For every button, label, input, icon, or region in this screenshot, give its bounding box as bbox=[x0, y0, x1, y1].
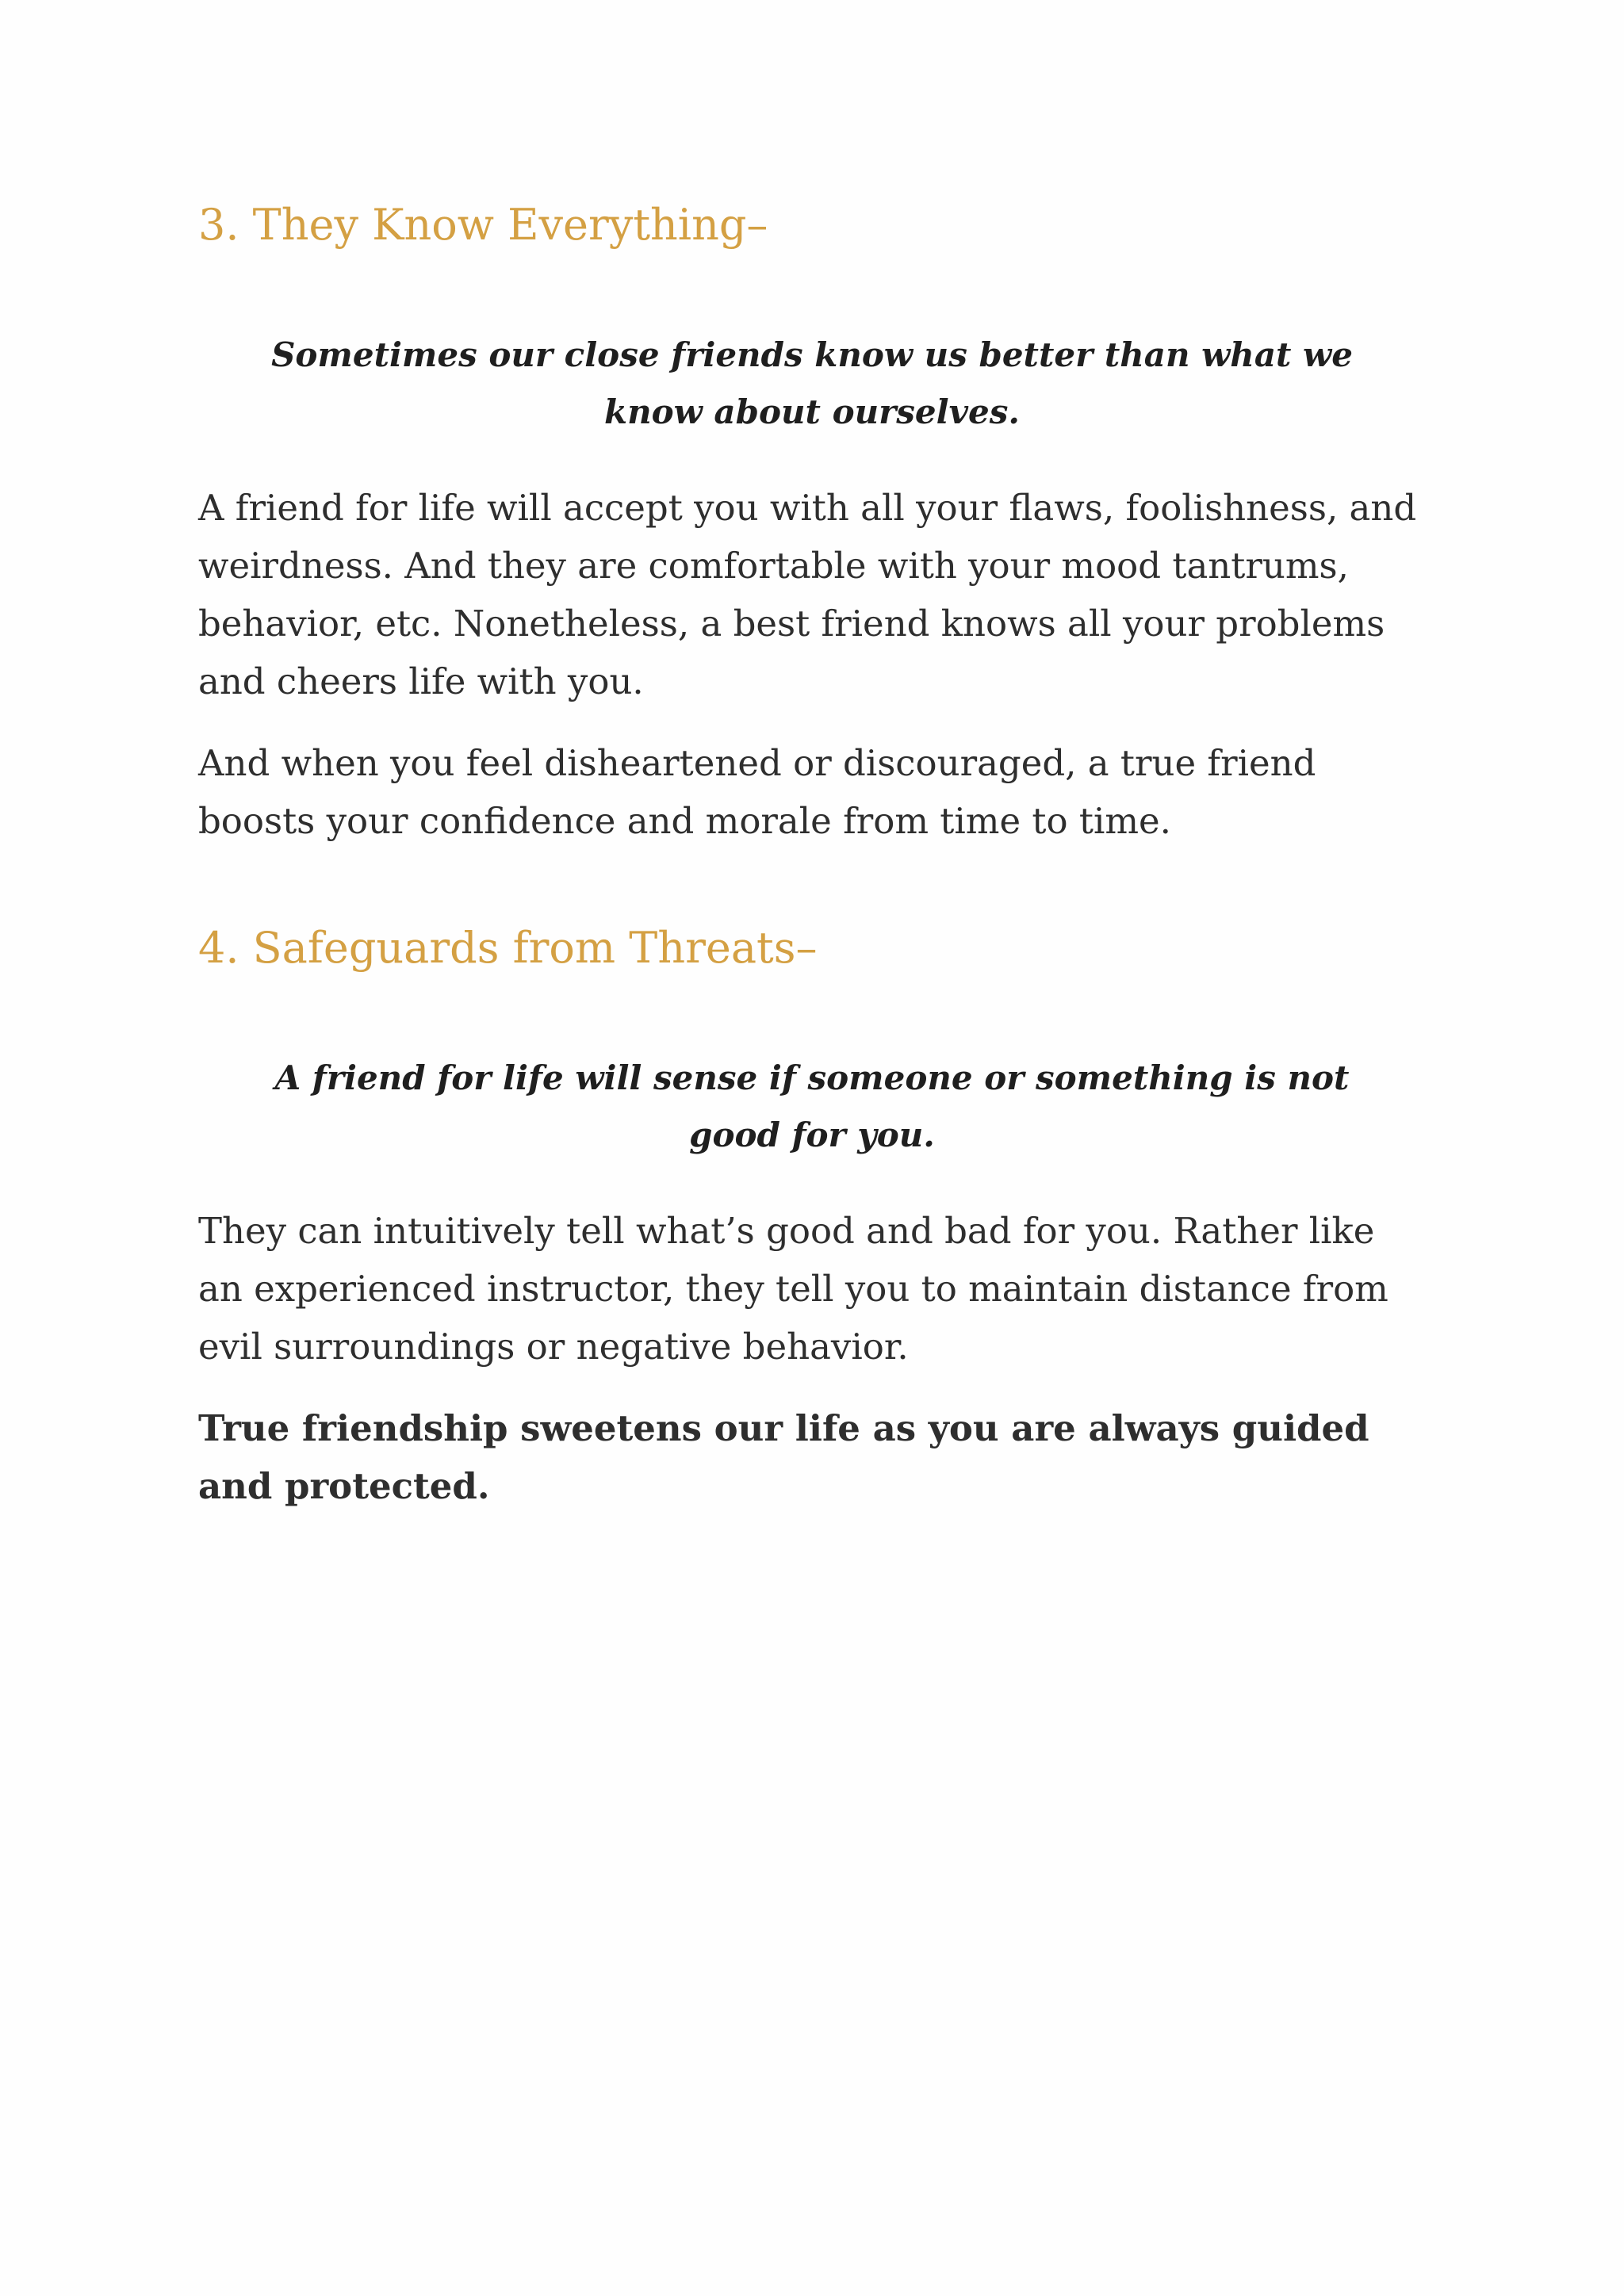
section-3-quote: Sometimes our close friends know us better than what we know about ourselves. bbox=[271, 335, 1353, 431]
section-4-paragraph-1: They can intuitively tell what’s good and bad for you. Rather like an experienced instructor, they tell you to maintain distance from evil surroundings or negative behavior. bbox=[198, 1210, 1388, 1368]
section-3-paragraph-1: A friend for life will accept you with all your flaws, foolishness, and weirdness. And they are comfortable with your mood tantrums, behavior, etc. Nonetheless, a best friend knows all your problems and cheers life with you. bbox=[198, 487, 1417, 702]
section-4-heading: 4. Safeguards from Threats– bbox=[198, 923, 818, 973]
section-4-conclusion: True friendship sweetens our life as you are always guided and protected. bbox=[198, 1407, 1369, 1507]
section-4-quote: A friend for life will sense if someone or something is not good for you. bbox=[274, 1058, 1350, 1154]
section-3-heading: 3. They Know Everything– bbox=[198, 200, 768, 250]
section-3-paragraph-2: And when you feel disheartened or discouraged, a true friend boosts your confidence and morale from time to time. bbox=[198, 742, 1316, 842]
page-content bbox=[198, 197, 1426, 1515]
